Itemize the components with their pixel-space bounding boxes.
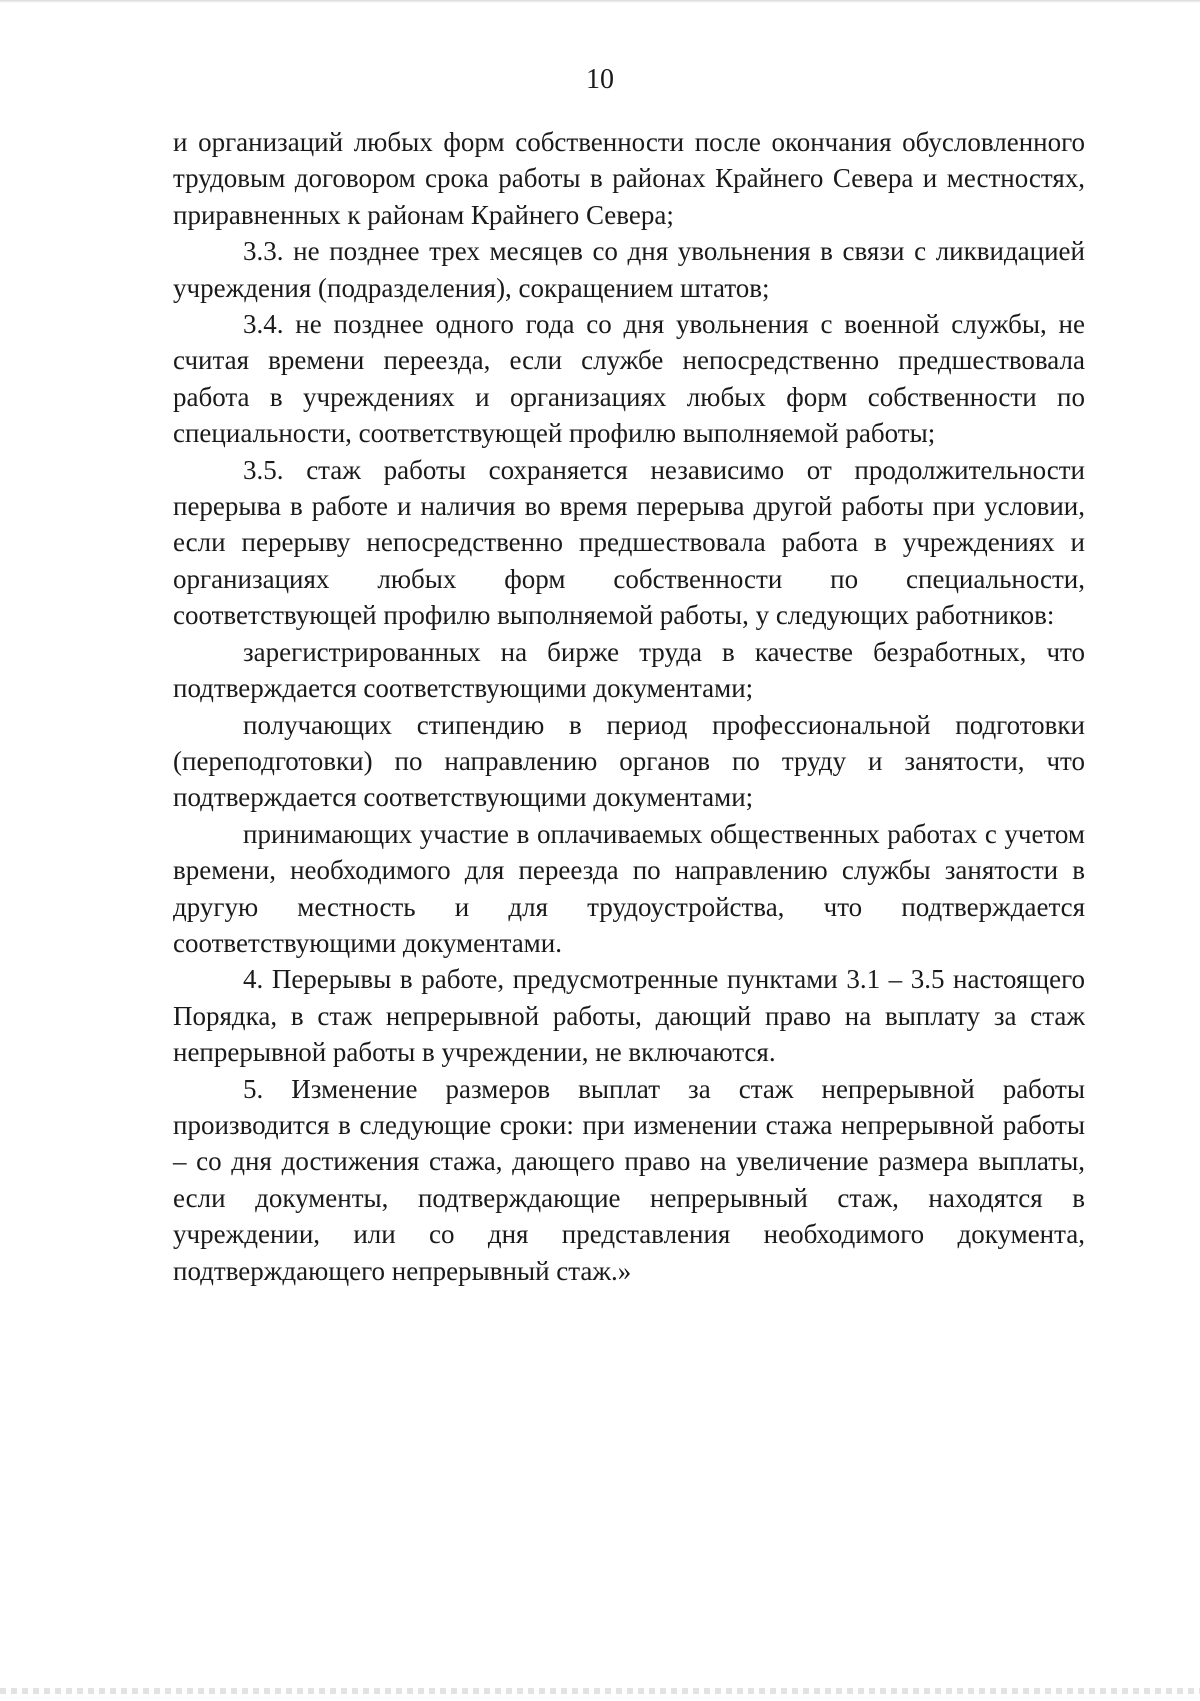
scan-edge-bottom — [0, 1688, 1200, 1694]
scan-edge-top — [0, 0, 1200, 3]
paragraph-item-4: 4. Перерывы в работе, предусмотренные пунктами 3.1 – 3.5 настоящего Порядка, в стаж непрерывной работы, дающий право на выплату за стаж непрерывной работы в учреждении, не включаются. — [173, 964, 1085, 1068]
paragraph-continuation: и организаций любых форм собственности после окончания обусловленного трудовым договором срока работы в районах Крайнего Севера и местностях, приравненных к районам Крайнего Севера; — [173, 127, 1085, 230]
paragraph-item-3-4: 3.4. не позднее одного года со дня увольнения с военной службы, не считая времени переезда, если службе непосредственно предшествовала работа в учреждениях и организациях любых форм собственности по специальности, соответствующей профилю выполняемой работы; — [173, 309, 1085, 449]
paragraph-unemployed: зарегистрированных на бирже труда в качестве безработных, что подтверждается соответствующими документами; — [173, 636, 1085, 704]
paragraph-stipend: получающих стипендию в период профессиональной подготовки (переподготовки) по направлению органов по труду и занятости, что подтверждается соответствующими документами; — [173, 709, 1085, 813]
paragraph-item-3-3: 3.3. не позднее трех месяцев со дня увольнения в связи с ликвидацией учреждения (подразделения), сокращением штатов; — [173, 236, 1085, 303]
paragraph-public-works: принимающих участие в оплачиваемых общественных работах с учетом времени, необходимого для переезда по направлению службы занятости в другую местность и для трудоустройства, что подтверждается соответствующими документами. — [173, 818, 1085, 958]
paragraph-item-5: 5. Изменение размеров выплат за стаж непрерывной работы производится в следующие сроки: при изменении стажа непрерывной работы – со дня достижения стажа, дающего право на увеличение размера выплаты, если документы, подтверждающие непрерывный стаж, находятся в учреждении, или со дня представления необходимого документа, подтверждающего непрерывный стаж.» — [173, 1073, 1085, 1286]
page-number: 10 — [586, 64, 614, 95]
document-body — [173, 124, 1085, 1289]
paragraph-item-3-5: 3.5. стаж работы сохраняется независимо от продолжительности перерыва в работе и наличия во время перерыва другой работы при условии, если перерыву непосредственно предшествовала работа в учреждениях и организациях любых форм собственности по специальности, соответствующей профилю выполняемой работы, у следующих работников: — [173, 454, 1085, 631]
